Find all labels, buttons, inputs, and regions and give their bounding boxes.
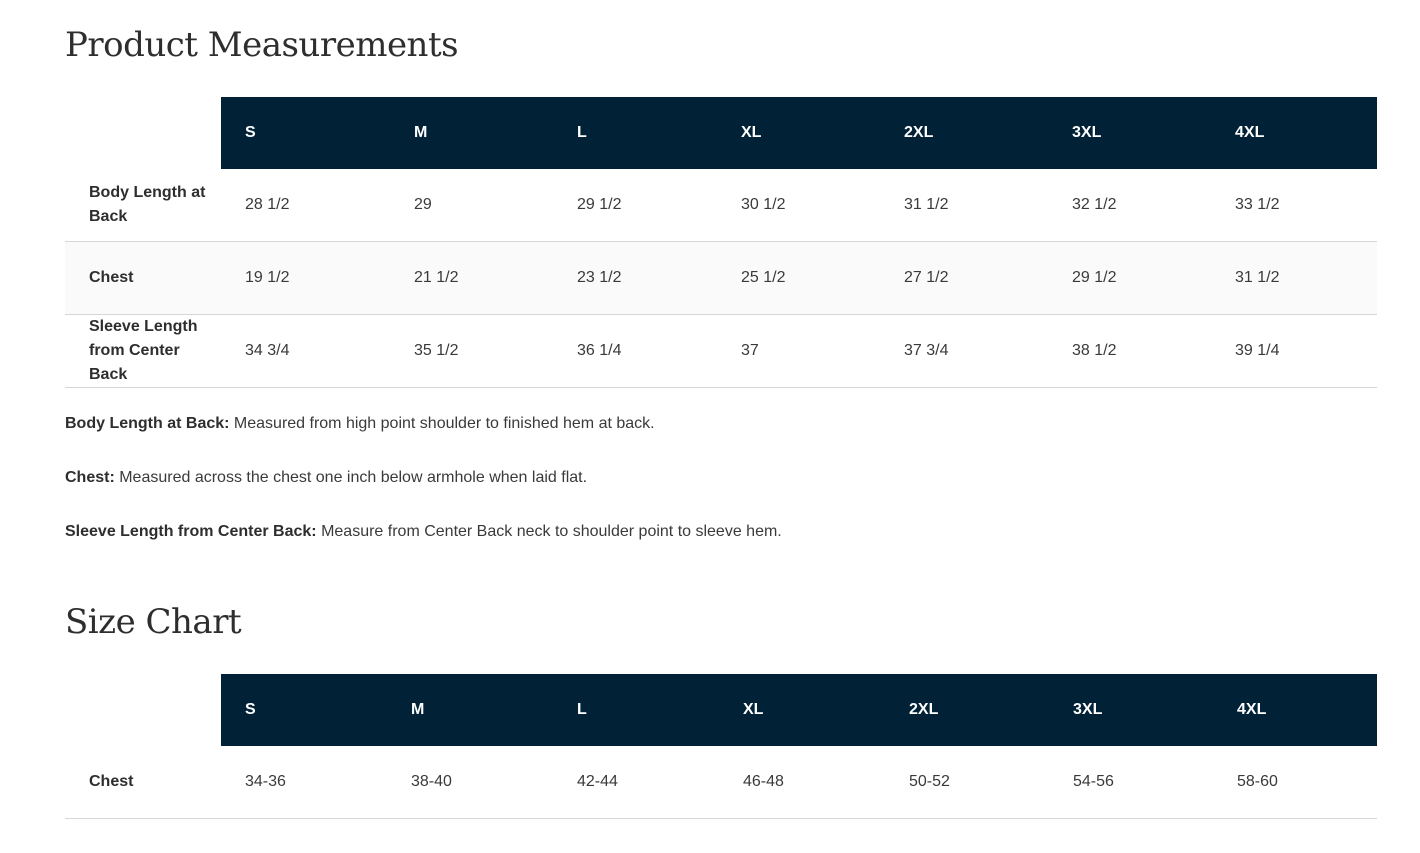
table-cell: 29 1/2 — [1048, 242, 1211, 315]
product-measurements-table — [65, 97, 1377, 388]
size-header-2xl: 2XL — [880, 97, 1048, 169]
size-header-s: S — [221, 674, 387, 746]
size-header-4xl: 4XL — [1211, 97, 1377, 169]
note-term: Body Length at Back: — [65, 415, 230, 432]
size-header-xl: XL — [719, 674, 885, 746]
table-cell: 19 1/2 — [221, 242, 390, 315]
measurement-notes — [65, 412, 1377, 574]
note-term: Sleeve Length from Center Back: — [65, 523, 317, 540]
table-cell: 36 1/4 — [553, 315, 717, 388]
size-header-s: S — [221, 97, 390, 169]
table-cell: 38 1/2 — [1048, 315, 1211, 388]
table-cell: 31 1/2 — [880, 169, 1048, 242]
table-cell: 29 — [390, 169, 553, 242]
note-term: Chest: — [65, 469, 115, 486]
blank-header-cell — [65, 674, 221, 746]
table-cell: 58-60 — [1213, 746, 1377, 819]
size-header-xl: XL — [717, 97, 880, 169]
table-header-row — [65, 97, 1377, 169]
table-cell: 42-44 — [553, 746, 719, 819]
table-cell: 37 — [717, 315, 880, 388]
table-cell: 32 1/2 — [1048, 169, 1211, 242]
size-header-m: M — [390, 97, 553, 169]
size-header-2xl: 2XL — [885, 674, 1049, 746]
table-cell: 33 1/2 — [1211, 169, 1377, 242]
table-cell: 21 1/2 — [390, 242, 553, 315]
table-header-row — [65, 674, 1377, 746]
table-row — [65, 315, 1377, 388]
note-body-length — [65, 412, 1377, 436]
note-chest — [65, 466, 1377, 490]
table-cell: 46-48 — [719, 746, 885, 819]
size-chart-title: Size Chart — [65, 602, 242, 642]
size-header-3xl: 3XL — [1048, 97, 1211, 169]
table-cell: 28 1/2 — [221, 169, 390, 242]
table-cell: 39 1/4 — [1211, 315, 1377, 388]
table-cell: 50-52 — [885, 746, 1049, 819]
note-text: Measure from Center Back neck to shoulder point to sleeve hem. — [316, 523, 782, 540]
table-row — [65, 746, 1377, 819]
note-text: Measured from high point shoulder to finished hem at back. — [229, 415, 655, 432]
table-cell: 31 1/2 — [1211, 242, 1377, 315]
table-row — [65, 242, 1377, 315]
table-cell: 34-36 — [221, 746, 387, 819]
table-cell: 38-40 — [387, 746, 553, 819]
row-label-sleeve-length: Sleeve Length from Center Back — [65, 315, 221, 388]
table-cell: 27 1/2 — [880, 242, 1048, 315]
note-sleeve-length — [65, 520, 1377, 544]
size-chart-table — [65, 674, 1377, 819]
size-header-l: L — [553, 97, 717, 169]
table-cell: 35 1/2 — [390, 315, 553, 388]
size-header-3xl: 3XL — [1049, 674, 1213, 746]
size-header-m: M — [387, 674, 553, 746]
table-cell: 34 3/4 — [221, 315, 390, 388]
row-label-chest: Chest — [65, 746, 221, 819]
row-label-body-length: Body Length at Back — [65, 169, 221, 242]
table-row — [65, 169, 1377, 242]
table-cell: 29 1/2 — [553, 169, 717, 242]
size-header-l: L — [553, 674, 719, 746]
table-cell: 30 1/2 — [717, 169, 880, 242]
blank-header-cell — [65, 97, 221, 169]
product-measurements-title: Product Measurements — [65, 25, 459, 65]
note-text: Measured across the chest one inch below armhole when laid flat. — [114, 469, 588, 486]
table-cell: 25 1/2 — [717, 242, 880, 315]
table-cell: 37 3/4 — [880, 315, 1048, 388]
table-cell: 23 1/2 — [553, 242, 717, 315]
size-header-4xl: 4XL — [1213, 674, 1377, 746]
row-label-chest: Chest — [65, 242, 221, 315]
table-cell: 54-56 — [1049, 746, 1213, 819]
